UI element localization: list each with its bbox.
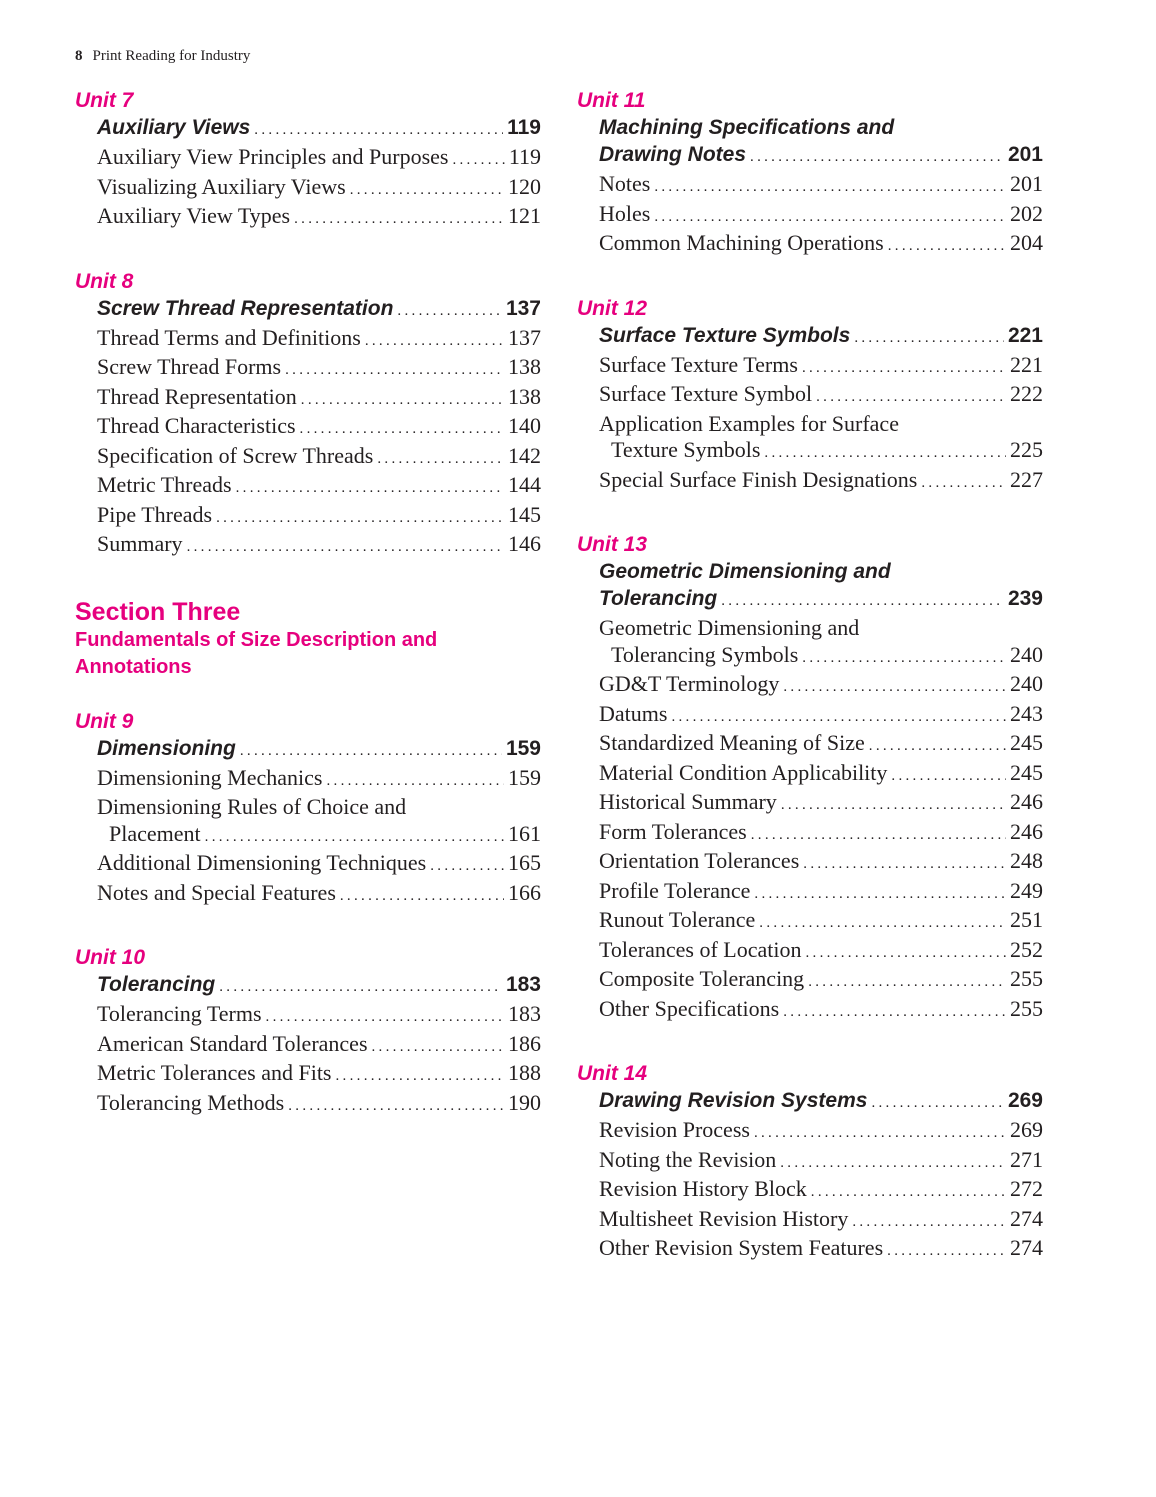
section-title: Section Three xyxy=(75,597,241,626)
dot-leader xyxy=(754,881,1006,908)
page-ref: 183 xyxy=(508,1001,541,1026)
toc-entry[interactable] xyxy=(599,201,1043,231)
page-ref: 269 xyxy=(1007,1089,1043,1112)
toc-entry[interactable] xyxy=(599,230,1043,260)
toc-entry[interactable] xyxy=(599,671,1043,701)
toc-entry-first-line[interactable]: Dimensioning Rules of Choice and xyxy=(97,794,407,819)
unit-title-text: Tolerancing xyxy=(599,587,718,610)
entry-text: Holes xyxy=(599,200,651,226)
toc-entry[interactable] xyxy=(97,144,541,174)
entry-text: Thread Characteristics xyxy=(97,413,296,438)
dot-leader xyxy=(764,440,1006,467)
toc-entry[interactable] xyxy=(599,789,1043,819)
toc-left-column xyxy=(75,88,541,1155)
dot-leader xyxy=(783,674,1006,701)
toc-entry[interactable] xyxy=(97,413,541,443)
dot-leader xyxy=(301,387,504,414)
page-ref: 161 xyxy=(508,820,541,846)
entry-text: Surface Texture Terms xyxy=(599,351,798,377)
unit-label: Unit 14 xyxy=(577,1062,648,1085)
dot-leader xyxy=(754,1120,1006,1147)
toc-unit-title[interactable] xyxy=(97,971,541,1001)
page-ref: 239 xyxy=(1007,587,1043,610)
page-ref: 240 xyxy=(1010,671,1043,696)
toc-entry[interactable] xyxy=(97,821,541,851)
section-heading xyxy=(75,597,541,681)
toc-entry[interactable] xyxy=(97,1060,541,1090)
page-ref: 225 xyxy=(1010,437,1043,462)
dot-leader xyxy=(288,1093,504,1120)
entry-text: Dimensioning Mechanics xyxy=(97,764,323,790)
dot-leader xyxy=(750,144,1004,171)
page-ref: 251 xyxy=(1010,907,1043,932)
dot-leader xyxy=(869,733,1006,760)
section-subtitle: Annotations xyxy=(75,655,192,678)
dot-leader xyxy=(888,233,1006,260)
entry-text: Revision Process xyxy=(599,1117,750,1142)
dot-leader xyxy=(816,384,1006,411)
page-ref: 138 xyxy=(508,354,541,379)
entry-text: Other Revision System Features xyxy=(599,1235,884,1260)
entry-text: Additional Dimensioning Techniques xyxy=(97,850,427,875)
page-ref: 255 xyxy=(1010,995,1043,1021)
dot-leader xyxy=(921,470,1006,497)
toc-entry[interactable] xyxy=(97,1001,541,1031)
dot-leader xyxy=(808,969,1006,996)
entry-text: Special Surface Finish Designations xyxy=(599,466,918,492)
page-ref: 142 xyxy=(508,442,541,468)
entry-text: GD&T Terminology xyxy=(599,671,780,696)
page-ref: 201 xyxy=(1010,171,1043,196)
entry-text: Tolerancing Symbols xyxy=(611,641,799,667)
page-ref: 221 xyxy=(1010,351,1043,377)
unit-label: Unit 11 xyxy=(577,89,646,112)
entry-text: Tolerancing Terms xyxy=(97,1001,262,1026)
unit-title-text: Tolerancing xyxy=(97,973,216,996)
unit-9 xyxy=(75,709,541,910)
entry-text: Tolerancing Methods xyxy=(97,1089,285,1115)
entry-text: Notes xyxy=(599,171,651,196)
entry-text: Notes and Special Features xyxy=(97,879,336,905)
dot-leader xyxy=(671,704,1006,731)
page-ref: 137 xyxy=(508,324,541,350)
dot-leader xyxy=(216,505,504,532)
entry-text: Screw Thread Forms xyxy=(97,354,282,379)
entry-text: Tolerances of Location xyxy=(599,936,802,962)
page-ref: 145 xyxy=(508,501,541,527)
toc-unit-title[interactable] xyxy=(599,1087,1043,1117)
entry-text: Thread Representation xyxy=(97,383,297,409)
dot-leader xyxy=(236,475,504,502)
dot-leader xyxy=(721,588,1004,615)
dot-leader xyxy=(759,910,1006,937)
dot-leader xyxy=(802,645,1006,672)
unit-title-text: Auxiliary Views xyxy=(97,116,251,139)
dot-leader xyxy=(852,1209,1006,1236)
toc-entry[interactable] xyxy=(599,1147,1043,1177)
unit-title-first-line[interactable]: Machining Specifications and xyxy=(599,116,895,139)
entry-text: Summary xyxy=(97,531,183,556)
dot-leader xyxy=(294,206,504,233)
page-ref: 221 xyxy=(1007,323,1043,347)
toc-entry[interactable] xyxy=(599,171,1043,201)
entry-text: Auxiliary View Principles and Purposes xyxy=(97,144,449,169)
unit-title-text: Dimensioning xyxy=(97,736,236,760)
entry-text: Historical Summary xyxy=(599,789,777,814)
toc-unit-title[interactable] xyxy=(599,585,1043,615)
toc-entry[interactable] xyxy=(599,966,1043,996)
page-ref: 269 xyxy=(1010,1117,1043,1142)
dot-leader xyxy=(887,1238,1006,1265)
dot-leader xyxy=(336,1063,505,1090)
unit-title-text: Drawing Notes xyxy=(599,143,747,166)
unit-8 xyxy=(75,269,541,561)
page-ref: 249 xyxy=(1010,877,1043,903)
toc-entry[interactable] xyxy=(599,1176,1043,1206)
entry-text: Common Machining Operations xyxy=(599,230,884,255)
page-ref: 119 xyxy=(508,144,541,169)
page-ref: 222 xyxy=(1010,381,1043,406)
toc-entry[interactable] xyxy=(599,819,1043,849)
entry-text: Auxiliary View Types xyxy=(97,203,291,228)
toc-entry[interactable] xyxy=(97,502,541,532)
entry-text: Metric Tolerances and Fits xyxy=(97,1060,332,1085)
dot-leader xyxy=(219,974,502,1001)
unit-12 xyxy=(577,296,1043,497)
page-ref: 227 xyxy=(1010,466,1043,492)
dot-leader xyxy=(854,325,1004,352)
unit-title-text: Surface Texture Symbols xyxy=(599,323,851,347)
dot-leader xyxy=(285,357,504,384)
toc-entry[interactable] xyxy=(97,384,541,414)
toc-entry[interactable] xyxy=(97,203,541,233)
dot-leader xyxy=(372,1034,505,1061)
entry-text: Standardized Meaning of Size xyxy=(599,730,865,755)
toc-entry[interactable] xyxy=(97,531,541,561)
entry-text: Profile Tolerance xyxy=(599,877,751,903)
dot-leader xyxy=(871,1090,1004,1117)
unit-title-text: Screw Thread Representation xyxy=(97,296,394,320)
dot-leader xyxy=(397,298,502,325)
running-header xyxy=(75,48,250,65)
entry-text: Placement xyxy=(109,820,201,846)
toc-entry[interactable] xyxy=(599,848,1043,878)
toc-entry[interactable] xyxy=(599,730,1043,760)
unit-label: Unit 13 xyxy=(577,533,648,556)
dot-leader xyxy=(654,174,1006,201)
section-subtitle: Fundamentals of Size Description and xyxy=(75,628,438,651)
unit-10 xyxy=(75,945,541,1119)
page-ref: 274 xyxy=(1010,1235,1043,1260)
toc-entry[interactable] xyxy=(599,907,1043,937)
unit-title-text: Drawing Revision Systems xyxy=(599,1089,868,1112)
toc-entry[interactable] xyxy=(599,701,1043,731)
page-ref: 246 xyxy=(1010,789,1043,814)
unit-11 xyxy=(577,88,1043,260)
toc-unit-title[interactable] xyxy=(97,735,541,765)
unit-label: Unit 10 xyxy=(75,946,146,969)
page-ref: 240 xyxy=(1010,641,1043,667)
unit-label: Unit 12 xyxy=(577,296,648,320)
dot-leader xyxy=(187,534,504,561)
page-ref: 252 xyxy=(1010,936,1043,962)
entry-text: Noting the Revision xyxy=(599,1146,777,1172)
unit-14 xyxy=(577,1061,1043,1265)
page-ref: 248 xyxy=(1010,848,1043,873)
unit-label: Unit 8 xyxy=(75,269,134,293)
entry-text: Form Tolerances xyxy=(599,818,747,844)
dot-leader xyxy=(326,768,504,795)
page-ref: 204 xyxy=(1010,230,1043,255)
page-ref: 144 xyxy=(508,472,541,497)
toc-entry[interactable] xyxy=(97,174,541,204)
dot-leader xyxy=(340,883,504,910)
page-ref: 246 xyxy=(1010,818,1043,844)
entry-text: Revision History Block xyxy=(599,1176,807,1201)
entry-text: American Standard Tolerances xyxy=(97,1030,368,1056)
dot-leader xyxy=(803,851,1006,878)
toc-entry[interactable] xyxy=(97,354,541,384)
entry-text: Specification of Screw Threads xyxy=(97,442,374,468)
toc-entry[interactable] xyxy=(97,325,541,355)
dot-leader xyxy=(266,1004,504,1031)
dot-leader xyxy=(654,204,1006,231)
toc-entry[interactable] xyxy=(599,1117,1043,1147)
toc-right-column xyxy=(577,88,1043,1301)
unit-13 xyxy=(577,532,1043,1025)
toc-entry[interactable] xyxy=(97,850,541,880)
page-ref: 243 xyxy=(1010,700,1043,726)
entry-text: Texture Symbols xyxy=(611,437,761,462)
toc-entry[interactable] xyxy=(599,878,1043,908)
entry-text: Multisheet Revision History xyxy=(599,1205,849,1231)
toc-entry[interactable] xyxy=(599,381,1043,411)
page-ref: 140 xyxy=(508,413,541,438)
page-ref: 138 xyxy=(508,383,541,409)
dot-leader xyxy=(240,738,502,765)
dot-leader xyxy=(783,999,1006,1026)
dot-leader xyxy=(802,355,1006,382)
dot-leader xyxy=(205,824,504,851)
page-ref: 186 xyxy=(508,1030,541,1056)
page-ref: 159 xyxy=(505,736,541,760)
entry-text: Runout Tolerance xyxy=(599,907,756,932)
entry-text: Orientation Tolerances xyxy=(599,848,800,873)
page-ref: 202 xyxy=(1010,200,1043,226)
toc-entry[interactable] xyxy=(97,765,541,795)
page-ref: 146 xyxy=(508,531,541,556)
entry-text: Datums xyxy=(599,700,668,726)
page-ref: 201 xyxy=(1007,143,1043,166)
entry-text: Pipe Threads xyxy=(97,501,213,527)
page-ref: 166 xyxy=(508,879,541,905)
dot-leader xyxy=(254,117,503,144)
dot-leader xyxy=(805,940,1006,967)
toc-entry[interactable] xyxy=(599,1235,1043,1265)
page-ref: 274 xyxy=(1010,1205,1043,1231)
toc-entry[interactable] xyxy=(97,1031,541,1061)
toc-entry[interactable] xyxy=(599,352,1043,382)
dot-leader xyxy=(365,328,504,355)
toc-entry-first-line[interactable]: Geometric Dimensioning and xyxy=(599,615,860,640)
book-title: Print Reading for Industry xyxy=(92,48,251,64)
toc-entry[interactable] xyxy=(599,996,1043,1026)
dot-leader xyxy=(780,1150,1006,1177)
page-ref: 245 xyxy=(1010,730,1043,755)
toc-entry[interactable] xyxy=(599,642,1043,672)
unit-7 xyxy=(75,88,541,233)
page-ref: 190 xyxy=(508,1089,541,1115)
toc-entry[interactable] xyxy=(97,880,541,910)
page-ref: 120 xyxy=(508,173,541,199)
dot-leader xyxy=(891,763,1006,790)
toc-entry[interactable] xyxy=(599,467,1043,497)
toc-unit-title[interactable] xyxy=(97,295,541,325)
dot-leader xyxy=(781,792,1006,819)
page-ref: 137 xyxy=(505,296,541,320)
page-ref: 271 xyxy=(1010,1146,1043,1172)
dot-leader xyxy=(811,1179,1006,1206)
page-number: 8 xyxy=(75,48,83,64)
entry-text: Thread Terms and Definitions xyxy=(97,324,361,350)
page-ref: 121 xyxy=(508,203,541,228)
toc-entry[interactable] xyxy=(97,443,541,473)
toc-entry[interactable] xyxy=(97,1090,541,1120)
page-ref: 255 xyxy=(1010,966,1043,991)
entry-text: Material Condition Applicability xyxy=(599,759,888,785)
toc-entry[interactable] xyxy=(599,937,1043,967)
entry-text: Composite Tolerancing xyxy=(599,966,805,991)
toc-entry-first-line[interactable]: Application Examples for Surface xyxy=(599,410,899,436)
dot-leader xyxy=(430,853,504,880)
entry-text: Surface Texture Symbol xyxy=(599,381,813,406)
page-ref: 159 xyxy=(508,764,541,790)
page-ref: 245 xyxy=(1010,759,1043,785)
page-ref: 183 xyxy=(505,973,541,996)
dot-leader xyxy=(751,822,1006,849)
toc-unit-title[interactable] xyxy=(599,322,1043,352)
toc-entry[interactable] xyxy=(97,472,541,502)
toc-entry[interactable] xyxy=(599,1206,1043,1236)
toc-entry[interactable] xyxy=(599,437,1043,467)
entry-text: Metric Threads xyxy=(97,472,232,497)
entry-text: Other Specifications xyxy=(599,995,780,1021)
entry-text: Visualizing Auxiliary Views xyxy=(97,173,346,199)
unit-label: Unit 7 xyxy=(75,89,134,112)
page-ref: 188 xyxy=(508,1060,541,1085)
dot-leader xyxy=(377,446,504,473)
dot-leader xyxy=(350,177,504,204)
toc-unit-title[interactable] xyxy=(97,114,541,144)
dot-leader xyxy=(300,416,504,443)
unit-title-first-line[interactable]: Geometric Dimensioning and xyxy=(599,560,891,583)
page-ref: 165 xyxy=(508,850,541,875)
page-ref: 119 xyxy=(507,116,541,139)
toc-entry[interactable] xyxy=(599,760,1043,790)
dot-leader xyxy=(452,147,504,174)
toc-unit-title[interactable] xyxy=(599,141,1043,171)
unit-label: Unit 9 xyxy=(75,709,134,733)
page-ref: 272 xyxy=(1010,1176,1043,1201)
